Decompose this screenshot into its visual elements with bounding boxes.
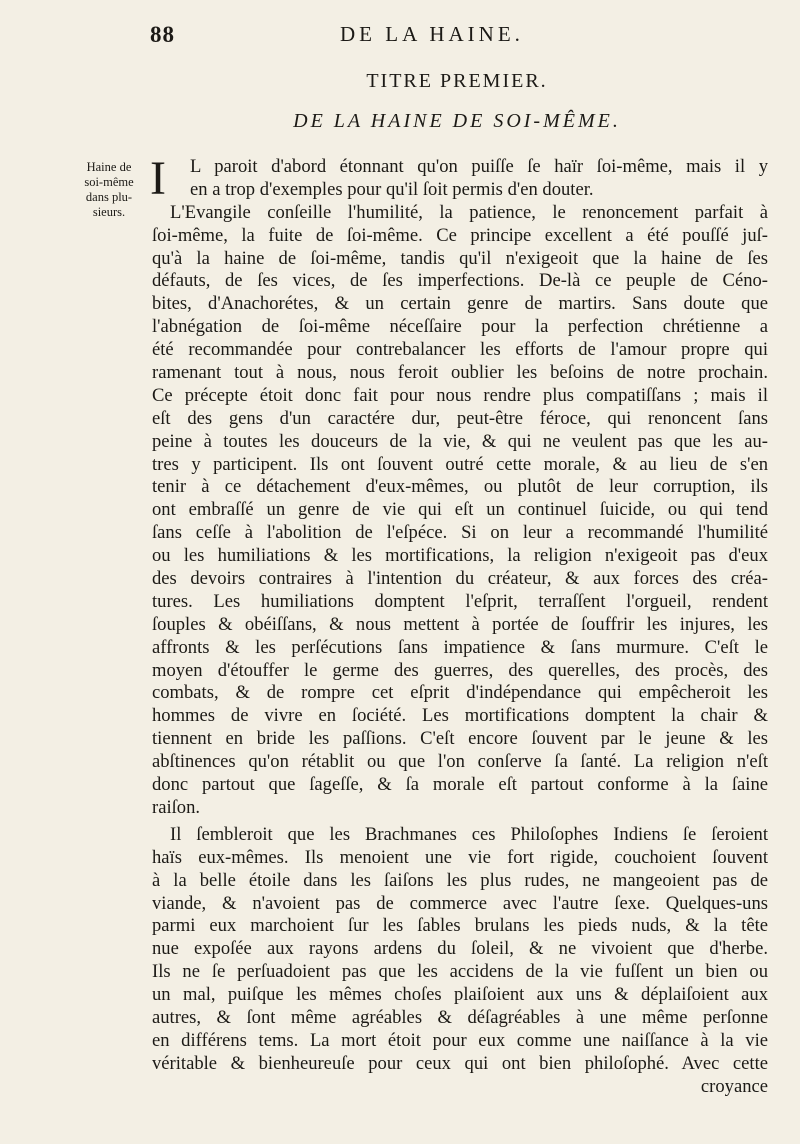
text-line: des devoirs contraires à l'intention du créateur, & aux forces des créa- xyxy=(152,568,768,590)
catchword: croyance xyxy=(700,1075,768,1097)
text-line: été recommandée pour contrebalancer les efforts de l'amour propre qui xyxy=(152,339,768,361)
text-line: donc partout que ſageſſe, & ſa morale eſt partout conforme à la ſaine xyxy=(152,774,768,796)
text-line: bites, d'Anachorétes, & un certain genre de martirs. Sans doute que xyxy=(152,293,768,315)
text-line: défauts, de ſes vices, de ſes imperfections. De-là ce peuple de Céno- xyxy=(152,270,768,292)
text-line: ſouples & obéiſſans, & nous mettent à portée de ſouffrir les injures, les xyxy=(152,613,768,635)
paragraph-1 xyxy=(150,152,768,205)
text-line: L'Evangile conſeille l'humilité, la patience, le renoncement parfait à xyxy=(170,201,768,223)
text-line: tenir à ce détachement d'eux-mêmes, ou plutôt de leur corruption, ils xyxy=(152,476,768,498)
page-number: 88 xyxy=(150,22,175,47)
text-line: en différens tems. La mort étoit pour eux comme une naiſſance à la vie xyxy=(152,1029,768,1051)
text-line: Il ſembleroit que les Brachmanes ces Philoſophes Indiens ſe ſeroient xyxy=(170,823,768,845)
text-line: Ils ne ſe perſuadoient pas que les accidens de la vie fuſſent un bien ou xyxy=(152,961,768,983)
text-line: Ce précepte étoit donc fait pour nous rendre plus compatiſſans ; mais il xyxy=(152,384,768,406)
text-line: abſtinences qu'on rétablit ou que l'on conſerve ſa ſanté. La religion n'eſt xyxy=(152,751,768,773)
text-line: véritable & bienheureuſe pour ceux qui ont bien philoſophé. Avec cette xyxy=(152,1052,768,1074)
margin-note-line: dans plu- xyxy=(85,190,133,204)
text-line: hommes de vivre en ſociété. Les mortifications domptent la chair & xyxy=(152,705,768,727)
text-line: viande, & n'avoient pas de commerce avec l'autre ſexe. Quelques-uns xyxy=(152,892,768,914)
margin-note-line: soi-même xyxy=(84,175,134,189)
page-header xyxy=(0,22,800,52)
text-line: qu'à la haine de ſoi-même, tandis qu'il n'exigeoit que la haine de ſes xyxy=(152,247,768,269)
section-subtitle: DE LA HAINE DE SOI-MÊME. xyxy=(293,110,621,132)
drop-cap: I xyxy=(150,152,166,205)
text-line: nue expoſée aux rayons ardens du ſoleil, & ne vivoient que d'herbe. xyxy=(152,938,768,960)
text-line: parmi eux marchoient ſur les ſables brulans les pieds nuds, & la tête xyxy=(152,915,768,937)
text-line: haïs eux-mêmes. Ils menoient une vie fort rigide, couchoient ſouvent xyxy=(152,846,768,868)
text-line: à la belle étoile dans les ſaiſons les plus rudes, ne mangeoient pas de xyxy=(152,869,768,891)
text-line: combats, & de rompre cet eſprit d'indépendance qui empêcheroit les xyxy=(152,682,768,704)
text-line: raiſon. xyxy=(152,796,201,818)
text-line: tiennent en bride les paſſions. C'eſt encore ſouvent par le jeune & les xyxy=(152,728,768,750)
text-line: en a trop d'exemples pour qu'il ſoit permis d'en douter. xyxy=(190,178,594,200)
body-text xyxy=(150,152,768,1099)
text-line: tures. Les humiliations domptent l'eſprit, terraſſent l'orgueil, rendent xyxy=(152,590,768,612)
text-line: un mal, puiſque les mêmes choſes plaiſoient aux uns & déplaiſoient aux xyxy=(152,984,768,1006)
section-title: TITRE PREMIER. xyxy=(366,70,548,92)
paragraph-3 xyxy=(152,824,768,1076)
text-line: tres y participent. Ils ont ſouvent outré cette morale, & au lieu de s'en xyxy=(152,453,768,475)
text-line: L paroit d'abord étonnant qu'on puiſſe ſe haïr ſoi-même, mais il y xyxy=(190,156,768,177)
text-line: ſoi-même, la fuite de ſoi-même. Ce principe excellent a été pouſſé juſ- xyxy=(152,224,768,246)
text-line: affronts & les perſécutions ſans impatience & ſans murmure. C'eſt le xyxy=(152,636,768,658)
running-head: DE LA HAINE. xyxy=(340,22,524,46)
margin-note-line: sieurs. xyxy=(92,205,126,219)
margin-note-line: Haine de xyxy=(86,160,132,174)
text-line: l'abnégation de ſoi-même néceſſaire pour la perfection chrétienne a xyxy=(152,316,768,338)
text-line: autres, & ſont même agréables & déſagréables à une même perſonne xyxy=(152,1006,768,1028)
text-line: moyen d'étouffer le germe des guerres, des querelles, des procès, des xyxy=(152,659,768,681)
margin-note xyxy=(70,160,148,220)
text-line: peine à toutes les douceurs de la vie, & qui ne veulent pas que les au- xyxy=(152,430,768,452)
text-line: ont embraſſé un genre de vie qui eſt un continuel ſuicide, ou qui tend xyxy=(152,499,768,521)
text-line: ramenant tout à nous, nous feroit oublier les beſoins de notre prochain. xyxy=(152,362,768,384)
text-line: eſt des gens d'un caractére dur, peut-être féroce, qui renoncent ſans xyxy=(152,407,768,429)
text-line: ou les humiliations & les mortifications, la religion n'exigeoit pas d'eux xyxy=(152,545,768,567)
paragraph-2 xyxy=(152,202,768,820)
text-line: ſans ceſſe à l'abolition de l'eſpéce. Si on leur a recommandé l'humilité xyxy=(152,522,768,544)
